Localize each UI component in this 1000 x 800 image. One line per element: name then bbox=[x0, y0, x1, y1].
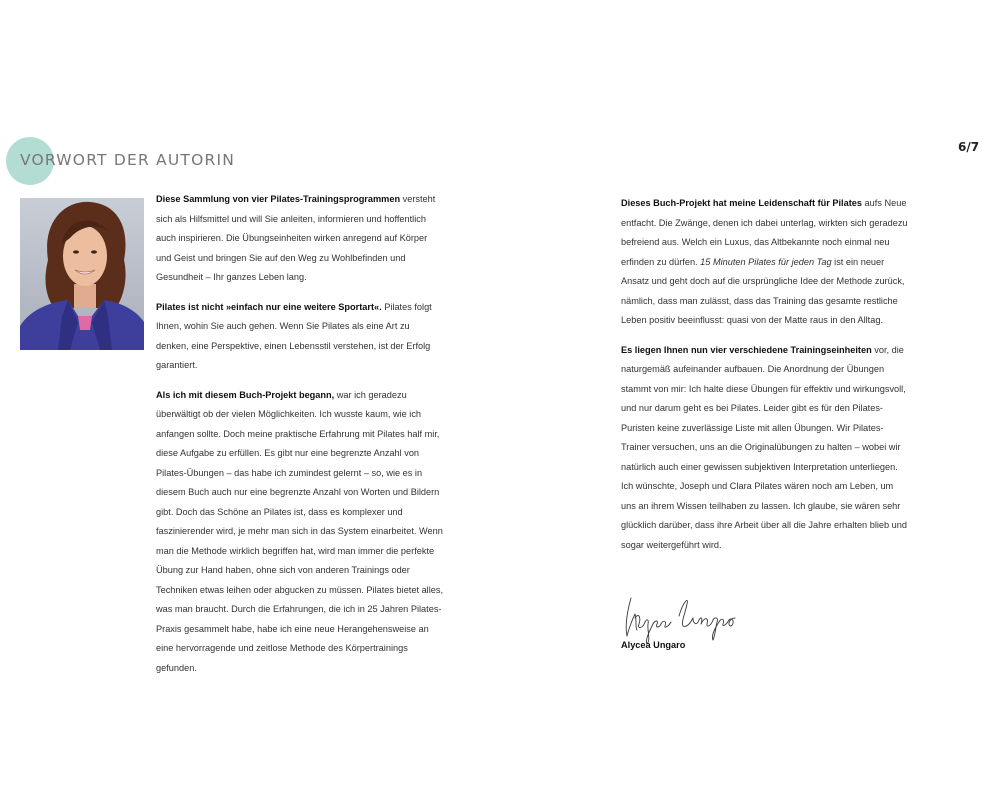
paragraph-body: Pilates folgt Ihnen, wohin Sie auch gehen. Wenn Sie Pilates als eine Art zu denken, eine Perspektive, einen Lebensstil verstehen, ist der Erfolg garantiert. bbox=[156, 301, 432, 370]
paragraph-lead: Pilates ist nicht »einfach nur eine weitere Sportart«. bbox=[156, 301, 382, 312]
paragraph bbox=[621, 341, 909, 556]
paragraph-body: ist ein neuer Ansatz und geht doch auf die ursprüngliche Idee der Methode zurück, nämlich, dass man zulässt, dass das Training das gesamte restliche Leben positiv beeinflusst: quasi von der Matte raus in den Alltag. bbox=[621, 256, 905, 325]
author-name: Alycea Ungaro bbox=[621, 640, 686, 650]
paragraph-lead: Als ich mit diesem Buch-Projekt begann, bbox=[156, 389, 335, 400]
paragraph bbox=[156, 298, 444, 376]
paragraph bbox=[156, 190, 444, 288]
paragraph-body: war ich geradezu überwältigt ob der vielen Möglichkeiten. Ich wusste kaum, wie ich anfangen sollte. Doch meine praktische Erfahrung mit Pilates half mir, diese Aufgabe zu erfüllen. Es gibt nur eine begrenzte Anzahl von Pilates-Übungen – das habe ich zumindest gelernt – so, wie es in diesem Buch auch nur eine begrenzte Anzahl von Worten und Bildern gibt. Doch das Schöne an Pilates ist, dass es komplexer und faszinierender wird, je mehr man sich in das System einarbeitet. Wenn man die Methode wirklich begriffen hat, wird man immer die perfekte Übung zur Hand haben, ohne sich von anderen Trainings oder Techniken etwas leihen oder abgucken zu müssen. Pilates bietet alles, was man braucht. Durch die Erfahrungen, die ich in 25 Jahren Pilates-Praxis gesammelt habe, habe ich eine neue Herangehensweise an eine hervorragende und zeitlose Methode des Körpertrainings gefunden. bbox=[156, 389, 444, 673]
paragraph bbox=[156, 386, 444, 679]
right-text-column bbox=[621, 194, 909, 565]
page-number: 6/7 bbox=[958, 140, 980, 154]
handwritten-signature-icon bbox=[617, 588, 747, 648]
author-portrait bbox=[20, 198, 144, 350]
paragraph bbox=[621, 194, 909, 331]
paragraph-body: vor, die naturgemäß aufeinander aufbauen. Die Anordnung der Übungen stammt von mir: Ich halte diese Übungen für effektiv und wirkungsvoll, und nur darum geht es bei Pilates. Leider gibt es für den Pilates-Puristen keine zuverlässige Liste mit allen Übungen. Wir Pilates-Trainer versuchen, uns an die Originalübungen zu halten – wobei wir natürlich auch einer gewissen subjektiven Interpretation unterliegen. Ich wünschte, Joseph und Clara Pilates wären noch am Leben, um uns an ihrem Wissen teilhaben zu lassen. Ich glaube, sie wären sehr glücklich darüber, dass ihre Arbeit über all die Jahre erhalten blieb und sogar weitergeführt wird. bbox=[621, 344, 908, 550]
author-portrait-icon bbox=[20, 198, 144, 350]
paragraph-lead: Dieses Buch-Projekt hat meine Leidenschaft für Pilates bbox=[621, 198, 862, 208]
paragraph-body: aufs Neue entfacht. Die Zwänge, denen ich dabei unterlag, wirkten sich geradezu befreiend aus. Welch ein Luxus, das Altbekannte noch einmal neu erfinden zu dürfen. bbox=[621, 198, 908, 267]
book-title: 15 Minuten Pilates für jeden Tag bbox=[700, 256, 832, 267]
page-title: VORWORT DER AUTORIN bbox=[20, 151, 236, 169]
paragraph-lead: Es liegen Ihnen nun vier verschiedene Trainingseinheiten bbox=[621, 344, 872, 355]
signature bbox=[617, 588, 747, 648]
paragraph-lead: Diese Sammlung von vier Pilates-Trainingsprogrammen bbox=[156, 194, 401, 204]
paragraph-body: versteht sich als Hilfsmittel und will Sie anleiten, informieren und hoffentlich auch inspirieren. Die Übungseinheiten wirken anregend auf Körper und Geist und bringen Sie auf den Weg zu Wohlbefinden und Gesundheit – Ihr ganzes Leben lang. bbox=[156, 194, 436, 282]
left-text-column bbox=[156, 190, 444, 688]
